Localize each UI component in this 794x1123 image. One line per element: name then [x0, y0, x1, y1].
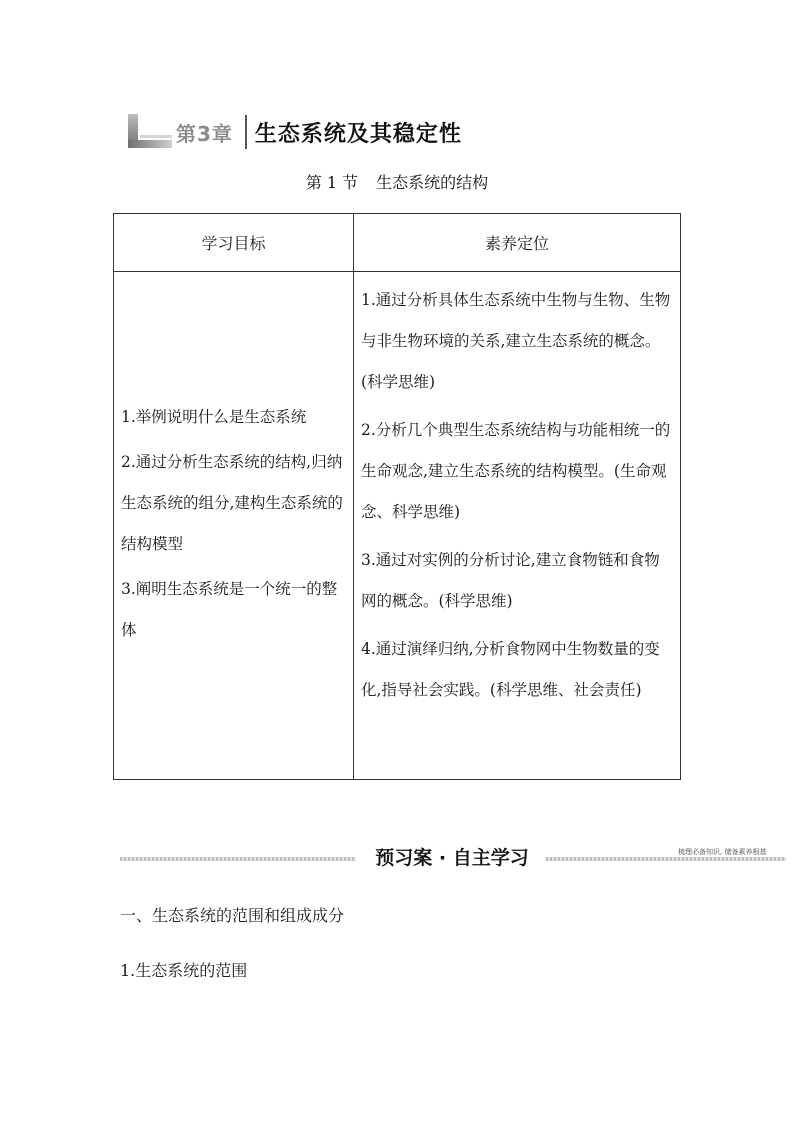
- section-name: 生态系统的结构: [376, 173, 489, 192]
- table-row: [114, 272, 681, 780]
- chapter-logo-icon: [128, 114, 174, 150]
- chapter-divider: [245, 115, 247, 149]
- header-learning-goals: 学习目标: [114, 214, 354, 272]
- table-header-row: [114, 214, 681, 272]
- section-number: 第 1 节: [305, 173, 359, 192]
- preview-banner: [120, 843, 780, 873]
- literacy-item: 3.通过对实例的分析讨论,建立食物链和食物网的概念。(科学思维): [361, 551, 660, 610]
- literacy-cell: [354, 272, 681, 780]
- banner-line-right: [546, 857, 786, 861]
- section-title: [0, 170, 794, 193]
- literacy-item: 1.通过分析具体生态系统中生物与生物、生物与非生物环境的关系,建立生态系统的概念。(科学思维): [361, 291, 671, 391]
- preview-note: 梳理必备知识, 储备素养根基: [678, 848, 767, 856]
- header-literacy: 素养定位: [354, 214, 681, 272]
- heading-level-2: 1.生态系统的范围: [120, 961, 248, 980]
- chapter-number: 第3章: [176, 121, 233, 146]
- literacy-item: 2.分析几个典型生态系统结构与功能相统一的生命观念,建立生态系统的结构模型。(生命观念、科学思维): [361, 421, 671, 521]
- literacy-item: 4.通过演绎归纳,分析食物网中生物数量的变化,指导社会实践。(科学思维、社会责任): [361, 640, 660, 699]
- goal-item: 3.阐明生态系统是一个统一的整体: [121, 579, 338, 639]
- chapter-title: 生态系统及其稳定性: [254, 121, 462, 147]
- heading-level-1: 一、生态系统的范围和组成成分: [120, 906, 345, 925]
- goal-item: 2.通过分析生态系统的结构,归纳生态系统的组分,建构生态系统的结构模型: [121, 452, 343, 553]
- chapter-header: [128, 114, 462, 150]
- learning-goals-cell: [114, 272, 354, 780]
- goal-item: 1.举例说明什么是生态系统: [121, 407, 307, 426]
- banner-line-left: [120, 857, 356, 861]
- objectives-table: [113, 213, 681, 780]
- preview-title: 预习案 · 自主学习: [375, 847, 529, 869]
